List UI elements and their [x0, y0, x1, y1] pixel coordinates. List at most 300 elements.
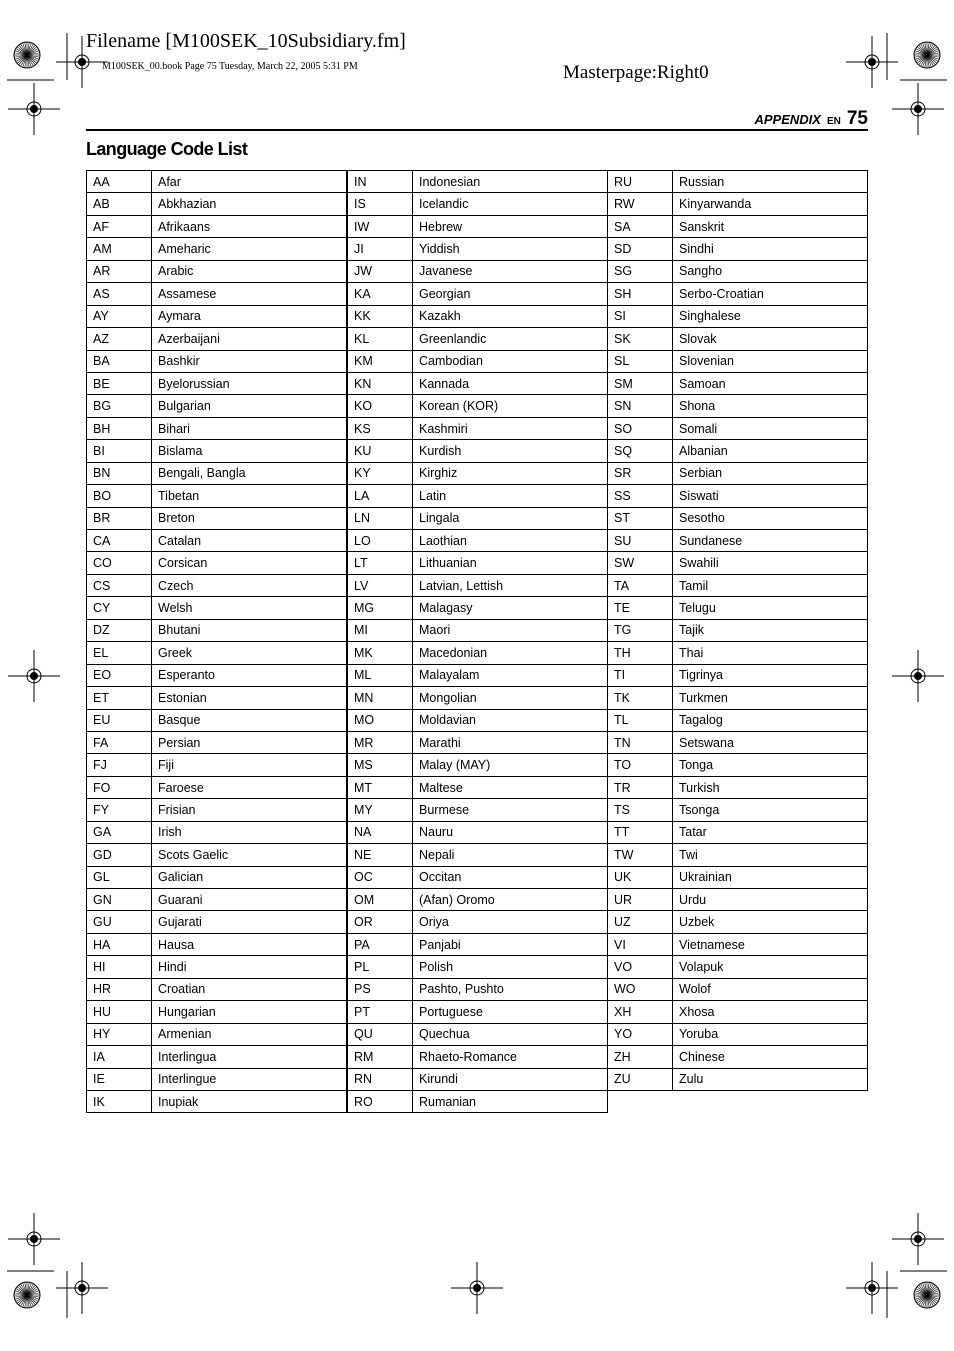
table-row — [348, 664, 608, 686]
table-row — [348, 507, 608, 529]
language-name: Estonian — [152, 687, 347, 709]
table-row — [87, 911, 347, 933]
language-name: Corsican — [152, 552, 347, 574]
language-code: MI — [348, 619, 413, 641]
language-name: Croatian — [152, 978, 347, 1000]
print-filename: Filename [M100SEK_10Subsidiary.fm] — [86, 30, 406, 52]
language-code: XH — [608, 1001, 673, 1023]
language-code: SK — [608, 328, 673, 350]
table-row — [608, 889, 868, 911]
table-row — [348, 799, 608, 821]
table-row — [87, 866, 347, 888]
language-code: IN — [348, 171, 413, 193]
language-name: Hausa — [152, 933, 347, 955]
language-code: YO — [608, 1023, 673, 1045]
table-row — [608, 799, 868, 821]
language-code: EU — [87, 709, 152, 731]
language-code: FO — [87, 776, 152, 798]
table-row — [348, 530, 608, 552]
table-row — [608, 821, 868, 843]
table-row — [608, 956, 868, 978]
table-row — [87, 1001, 347, 1023]
language-name: Sanskrit — [673, 215, 868, 237]
language-name: Persian — [152, 731, 347, 753]
table-row — [608, 485, 868, 507]
language-code: GD — [87, 844, 152, 866]
language-name: Esperanto — [152, 664, 347, 686]
table-row — [87, 350, 347, 372]
table-row — [348, 978, 608, 1000]
table-row — [87, 462, 347, 484]
table-row — [608, 776, 868, 798]
language-code: JW — [348, 260, 413, 282]
language-name: Swahili — [673, 552, 868, 574]
language-name: Ukrainian — [673, 866, 868, 888]
table-row — [608, 215, 868, 237]
table-row — [348, 350, 608, 372]
table-row — [348, 754, 608, 776]
language-code: BA — [87, 350, 152, 372]
language-code: SA — [608, 215, 673, 237]
language-code: SM — [608, 372, 673, 394]
table-row — [348, 889, 608, 911]
table-row — [87, 687, 347, 709]
language-code: SD — [608, 238, 673, 260]
language-code: SU — [608, 530, 673, 552]
language-name: Somali — [673, 417, 868, 439]
language-name: Kannada — [413, 372, 608, 394]
language-code: TK — [608, 687, 673, 709]
language-name: Inupiak — [152, 1090, 347, 1112]
table-row — [87, 821, 347, 843]
table-row — [87, 507, 347, 529]
language-code: ZH — [608, 1046, 673, 1068]
language-code: UR — [608, 889, 673, 911]
table-row — [87, 395, 347, 417]
language-code: GL — [87, 866, 152, 888]
table-row — [348, 844, 608, 866]
language-code: LV — [348, 574, 413, 596]
table-row — [608, 395, 868, 417]
language-code: UK — [608, 866, 673, 888]
language-name: Aymara — [152, 305, 347, 327]
language-code: IS — [348, 193, 413, 215]
language-code: PA — [348, 933, 413, 955]
language-name: Occitan — [413, 866, 608, 888]
language-code: BH — [87, 417, 152, 439]
table-row — [608, 260, 868, 282]
language-name: Armenian — [152, 1023, 347, 1045]
language-name: Galician — [152, 866, 347, 888]
language-name: Polish — [413, 956, 608, 978]
table-row — [608, 978, 868, 1000]
language-code: JI — [348, 238, 413, 260]
language-code: TA — [608, 574, 673, 596]
language-name: Nauru — [413, 821, 608, 843]
language-code: KL — [348, 328, 413, 350]
language-name: Kirundi — [413, 1068, 608, 1090]
language-name: Korean (KOR) — [413, 395, 608, 417]
language-name: Thai — [673, 642, 868, 664]
language-code: KA — [348, 283, 413, 305]
table-row — [348, 642, 608, 664]
language-name: Greenlandic — [413, 328, 608, 350]
table-row — [608, 642, 868, 664]
language-name: Maori — [413, 619, 608, 641]
language-code: OR — [348, 911, 413, 933]
language-code: LA — [348, 485, 413, 507]
table-row — [87, 754, 347, 776]
language-name: Catalan — [152, 530, 347, 552]
table-row — [608, 731, 868, 753]
language-name: Rumanian — [413, 1090, 608, 1112]
language-code: BO — [87, 485, 152, 507]
table-row — [608, 709, 868, 731]
language-code: TR — [608, 776, 673, 798]
language-code: TI — [608, 664, 673, 686]
language-code: MY — [348, 799, 413, 821]
table-row — [348, 687, 608, 709]
language-name: Malagasy — [413, 597, 608, 619]
language-name: Zulu — [673, 1068, 868, 1090]
language-name: Sangho — [673, 260, 868, 282]
table-row — [348, 776, 608, 798]
table-row — [348, 193, 608, 215]
language-name: Macedonian — [413, 642, 608, 664]
language-label: EN — [826, 116, 841, 127]
language-code: SH — [608, 283, 673, 305]
table-row — [348, 328, 608, 350]
table-row — [87, 1068, 347, 1090]
table-row — [348, 305, 608, 327]
language-name: Cambodian — [413, 350, 608, 372]
table-row — [608, 462, 868, 484]
language-name: Bulgarian — [152, 395, 347, 417]
language-code: CO — [87, 552, 152, 574]
language-code: PT — [348, 1001, 413, 1023]
table-row — [348, 619, 608, 641]
language-name: Marathi — [413, 731, 608, 753]
language-code: BR — [87, 507, 152, 529]
language-code: SL — [608, 350, 673, 372]
table-row — [87, 978, 347, 1000]
table-row — [348, 417, 608, 439]
language-code: FY — [87, 799, 152, 821]
table-row — [608, 350, 868, 372]
table-row — [87, 440, 347, 462]
language-code: RU — [608, 171, 673, 193]
language-code: RN — [348, 1068, 413, 1090]
language-name: Georgian — [413, 283, 608, 305]
language-name: Latin — [413, 485, 608, 507]
language-code: HA — [87, 933, 152, 955]
language-code: AA — [87, 171, 152, 193]
table-row — [608, 238, 868, 260]
language-name: Azerbaijani — [152, 328, 347, 350]
table-row — [348, 821, 608, 843]
table-row — [348, 956, 608, 978]
language-name: Moldavian — [413, 709, 608, 731]
table-row — [87, 305, 347, 327]
language-code: ML — [348, 664, 413, 686]
table-row — [608, 597, 868, 619]
language-name: Albanian — [673, 440, 868, 462]
language-name: Fiji — [152, 754, 347, 776]
table-row — [348, 574, 608, 596]
table-row — [348, 1046, 608, 1068]
page-number: 75 — [846, 108, 868, 129]
table-row — [608, 1023, 868, 1045]
language-name: Tibetan — [152, 485, 347, 507]
table-row — [608, 283, 868, 305]
language-name: Xhosa — [673, 1001, 868, 1023]
language-code: AZ — [87, 328, 152, 350]
table-row — [348, 171, 608, 193]
table-row — [87, 844, 347, 866]
table-row — [348, 485, 608, 507]
language-name: Breton — [152, 507, 347, 529]
language-name: Uzbek — [673, 911, 868, 933]
language-name: Lithuanian — [413, 552, 608, 574]
table-row — [348, 440, 608, 462]
language-name: Kinyarwanda — [673, 193, 868, 215]
header-rule — [86, 129, 868, 131]
language-code: SG — [608, 260, 673, 282]
table-row — [608, 1046, 868, 1068]
language-name: Burmese — [413, 799, 608, 821]
table-row — [87, 238, 347, 260]
table-row — [87, 552, 347, 574]
language-name: Twi — [673, 844, 868, 866]
language-name: Chinese — [673, 1046, 868, 1068]
language-name: Turkmen — [673, 687, 868, 709]
table-row — [87, 776, 347, 798]
language-code: QU — [348, 1023, 413, 1045]
table-row — [348, 1068, 608, 1090]
table-row — [87, 1023, 347, 1045]
language-name: Interlingue — [152, 1068, 347, 1090]
language-code: AM — [87, 238, 152, 260]
table-row — [348, 1001, 608, 1023]
language-code: TN — [608, 731, 673, 753]
table-row — [87, 1046, 347, 1068]
language-name: Tagalog — [673, 709, 868, 731]
table-row — [348, 1023, 608, 1045]
table-row — [348, 372, 608, 394]
table-row — [87, 642, 347, 664]
table-row — [87, 215, 347, 237]
table-row — [87, 283, 347, 305]
table-row — [87, 731, 347, 753]
table-row — [608, 171, 868, 193]
page-title: Language Code List — [86, 139, 248, 159]
language-name: (Afan) Oromo — [413, 889, 608, 911]
table-row — [608, 754, 868, 776]
language-name: Greek — [152, 642, 347, 664]
table-row — [608, 417, 868, 439]
language-name: Pashto, Pushto — [413, 978, 608, 1000]
language-name: Latvian, Lettish — [413, 574, 608, 596]
language-name: Bihari — [152, 417, 347, 439]
language-code: CY — [87, 597, 152, 619]
language-code: UZ — [608, 911, 673, 933]
language-code: IA — [87, 1046, 152, 1068]
language-name: Kurdish — [413, 440, 608, 462]
language-code: RM — [348, 1046, 413, 1068]
language-name: Oriya — [413, 911, 608, 933]
language-code: RO — [348, 1090, 413, 1112]
language-name: Maltese — [413, 776, 608, 798]
table-row — [348, 395, 608, 417]
language-name: Serbo-Croatian — [673, 283, 868, 305]
table-row — [87, 372, 347, 394]
language-name: Guarani — [152, 889, 347, 911]
language-name: Vietnamese — [673, 933, 868, 955]
language-code: DZ — [87, 619, 152, 641]
language-code: KY — [348, 462, 413, 484]
language-code: ET — [87, 687, 152, 709]
language-code: GN — [87, 889, 152, 911]
language-code: GA — [87, 821, 152, 843]
language-name: Malay (MAY) — [413, 754, 608, 776]
language-code: IK — [87, 1090, 152, 1112]
language-code: AB — [87, 193, 152, 215]
language-name: Byelorussian — [152, 372, 347, 394]
language-name: Kashmiri — [413, 417, 608, 439]
table-row — [348, 215, 608, 237]
language-code: SN — [608, 395, 673, 417]
language-name: Tonga — [673, 754, 868, 776]
language-name: Tigrinya — [673, 664, 868, 686]
table-row — [348, 283, 608, 305]
language-name: Abkhazian — [152, 193, 347, 215]
language-code: ZU — [608, 1068, 673, 1090]
language-name: Irish — [152, 821, 347, 843]
table-row — [608, 844, 868, 866]
language-name: Quechua — [413, 1023, 608, 1045]
table-row — [348, 933, 608, 955]
table-row — [87, 417, 347, 439]
table-row — [87, 709, 347, 731]
language-name: Sindhi — [673, 238, 868, 260]
language-name: Gujarati — [152, 911, 347, 933]
language-name: Hungarian — [152, 1001, 347, 1023]
table-row — [608, 372, 868, 394]
language-code: MT — [348, 776, 413, 798]
language-name: Welsh — [152, 597, 347, 619]
language-code: SS — [608, 485, 673, 507]
language-code: FJ — [87, 754, 152, 776]
table-row — [87, 799, 347, 821]
language-code: TO — [608, 754, 673, 776]
table-row — [608, 687, 868, 709]
language-name: Kirghiz — [413, 462, 608, 484]
language-name: Wolof — [673, 978, 868, 1000]
language-code: LN — [348, 507, 413, 529]
language-name: Laothian — [413, 530, 608, 552]
language-code: NA — [348, 821, 413, 843]
language-code: PS — [348, 978, 413, 1000]
table-row — [348, 1090, 608, 1112]
table-row — [608, 328, 868, 350]
language-name: Sesotho — [673, 507, 868, 529]
language-code: IE — [87, 1068, 152, 1090]
language-name: Hebrew — [413, 215, 608, 237]
language-name: Afrikaans — [152, 215, 347, 237]
table-row — [87, 597, 347, 619]
language-name: Faroese — [152, 776, 347, 798]
table-row — [348, 597, 608, 619]
language-code: KM — [348, 350, 413, 372]
language-name: Turkish — [673, 776, 868, 798]
table-row — [608, 507, 868, 529]
language-code: KN — [348, 372, 413, 394]
language-name: Scots Gaelic — [152, 844, 347, 866]
language-code: MK — [348, 642, 413, 664]
table-row — [87, 328, 347, 350]
table-row — [348, 709, 608, 731]
language-name: Mongolian — [413, 687, 608, 709]
language-name: Nepali — [413, 844, 608, 866]
language-name: Serbian — [673, 462, 868, 484]
language-code: AY — [87, 305, 152, 327]
language-code: TL — [608, 709, 673, 731]
language-code: MG — [348, 597, 413, 619]
language-name: Lingala — [413, 507, 608, 529]
table-row — [87, 530, 347, 552]
section-label: APPENDIX — [754, 112, 821, 127]
table-row — [608, 552, 868, 574]
language-code: ST — [608, 507, 673, 529]
language-code: EO — [87, 664, 152, 686]
language-table-column-3 — [607, 170, 868, 1091]
table-row — [608, 866, 868, 888]
language-code: AS — [87, 283, 152, 305]
language-code: MO — [348, 709, 413, 731]
language-code: TH — [608, 642, 673, 664]
language-code: TE — [608, 597, 673, 619]
table-row — [348, 911, 608, 933]
table-row — [608, 305, 868, 327]
language-name: Shona — [673, 395, 868, 417]
language-name: Assamese — [152, 283, 347, 305]
language-code: BI — [87, 440, 152, 462]
language-name: Javanese — [413, 260, 608, 282]
table-row — [608, 193, 868, 215]
language-name: Slovenian — [673, 350, 868, 372]
language-code: WO — [608, 978, 673, 1000]
language-code: HI — [87, 956, 152, 978]
table-row — [87, 933, 347, 955]
table-row — [608, 1068, 868, 1090]
language-name: Singhalese — [673, 305, 868, 327]
language-name: Slovak — [673, 328, 868, 350]
language-code: OC — [348, 866, 413, 888]
table-row — [87, 171, 347, 193]
language-code: MS — [348, 754, 413, 776]
language-code: HR — [87, 978, 152, 1000]
language-code: VI — [608, 933, 673, 955]
language-code: KK — [348, 305, 413, 327]
table-row — [608, 1001, 868, 1023]
language-code: MN — [348, 687, 413, 709]
language-name: Afar — [152, 171, 347, 193]
language-name: Tamil — [673, 574, 868, 596]
table-row — [87, 193, 347, 215]
language-name: Malayalam — [413, 664, 608, 686]
table-row — [87, 664, 347, 686]
language-name: Kazakh — [413, 305, 608, 327]
